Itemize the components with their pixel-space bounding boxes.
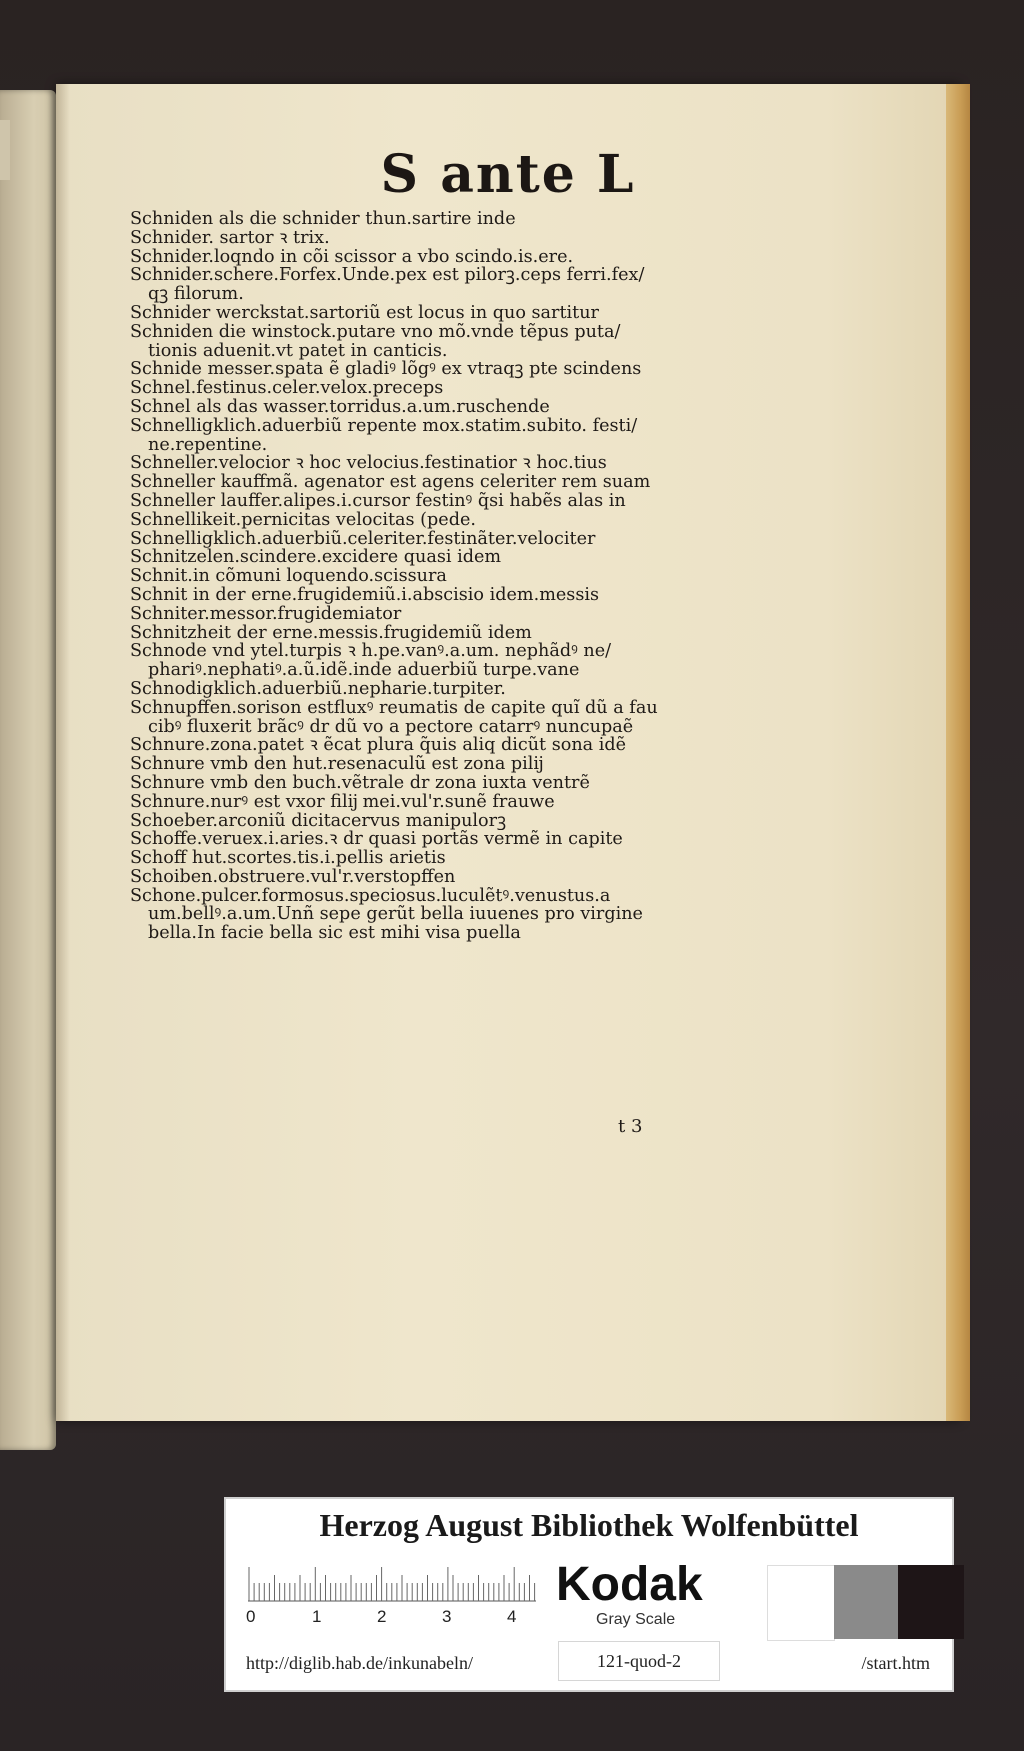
ruler-number: 2 [377, 1607, 387, 1626]
text-line: Schnupffen.sorison estfluxꝰ reumatis de capite quĩ dũ a fau [130, 698, 658, 718]
text-line: bella.In facie bella sic est mihi visa puella [148, 924, 521, 944]
text-line: Schnodigklich.aduerbiũ.nepharie.turpiter. [130, 679, 506, 699]
kodak-logo: Kodak [556, 1558, 703, 1611]
text-line: Schnider. sartor ꝛ trix. [130, 228, 330, 248]
text-line: Schnider werckstat.sartoriũ est locus in quo sartitur [130, 303, 599, 323]
text-line: Schnitzheit der erne.messis.frugidemiũ idem [130, 623, 532, 643]
text-line: Schnellikeit.pernicitas velocitas (pede. [130, 510, 476, 530]
text-line: phariꝰ.nephatiꝰ.a.ũ.idẽ.inde aduerbiũ turpe.vane [148, 661, 580, 680]
text-line: Schnider.schere.Forfex.Unde.pex est pilorꝫ.ceps ferri.fex/ [130, 266, 645, 286]
url-left: http://diglib.hab.de/inkunabeln/ [246, 1653, 473, 1673]
text-line: Schneller.velocior ꝛ hoc velocius.festinatior ꝛ hoc.tius [130, 454, 607, 474]
swatch-white [767, 1565, 835, 1641]
text-line: Schnure vmb den hut.resenaculũ est zona pilĳ [130, 755, 543, 774]
text-line: Schoffe.veruex.i.aries.ꝛ dr quasi portãs vermẽ in capite [130, 830, 623, 850]
ruler-number: 3 [442, 1607, 452, 1626]
previous-page-edge [0, 90, 56, 1450]
text-line: cibꝰ fluxerit brãcꝰ dr dũ vo a pectore catarrꝰ nuncupaẽ [148, 717, 634, 737]
text-line: Schnit.in cõmuni loquendo.scissura [130, 567, 447, 586]
text-line: Schnure.zona.patet ꝛ ẽcat plura q̃uis aliq dicũt sona idẽ [130, 736, 627, 756]
text-line: Schnitzelen.scindere.excidere quasi idem [130, 548, 502, 568]
text-line: Schone.pulcer.formosus.speciosus.luculẽtꝰ.venustus.a [130, 886, 611, 906]
text-line: Schniden als die schnider thun.sartire inde [130, 210, 516, 229]
shelfmark: 121-quod-2 [558, 1641, 720, 1681]
text-line: tionis aduenit.vt patet in canticis. [148, 341, 448, 361]
text-line: Schnure.nurꝰ est vxor filĳ mei.vul'r.sunẽ frauwe [130, 792, 555, 812]
running-head: S ante L [380, 144, 636, 205]
swatch-black [898, 1565, 964, 1639]
ruler-number: 4 [507, 1607, 517, 1626]
text-line: Schnide messer.spata ẽ gladiꝰ lõgꝰ ex vtraqꝫ pte scindens [130, 360, 642, 380]
ruler-number: 1 [312, 1607, 322, 1626]
ruler-number: 0 [246, 1607, 256, 1626]
color-target-card [224, 1497, 954, 1692]
text-line: Schniden die winstock.putare vno mõ.vnde tẽpus puta/ [130, 322, 621, 342]
ruler-ticks [246, 1561, 546, 1611]
text-line: Schnode vnd ytel.turpis ꝛ h̃.pe.vanꝰ.a.um. nephãdꝰ ne/ [130, 642, 612, 662]
text-line: Schnit in der erne.frugidemiũ.i.abscisio idem.messis [130, 585, 600, 605]
text-line: Schneller lauffer.alipes.i.cursor festinꝰ q̃si habẽs alas in [130, 491, 626, 511]
text-line: Schnelligklich.aduerbiũ repente mox.statim.subito. festi/ [130, 416, 638, 436]
text-line: Schnelligklich.aduerbiũ.celeriter.festinãter.velociter [130, 529, 596, 549]
swatch-gray [834, 1565, 898, 1639]
page-edge [946, 84, 970, 1421]
signature-mark: t 3 [618, 1116, 643, 1137]
text-line: Schoff hut.scortes.tis.i.pellis arietis [130, 849, 446, 868]
text-line: Schnider.loqndo in cõi scissor a vbo scindo.is.ere. [130, 247, 574, 267]
text-line: Schnure vmb den buch.vẽtrale dr zona iuxta ventrẽ [130, 773, 590, 793]
text-line: qꝫ filorum. [148, 285, 244, 304]
leaf-tab [0, 120, 10, 180]
text-line: Schneller kauffmã. agenator est agens celeriter rem suam [130, 473, 651, 492]
text-line: um.bellꝰ.a.um.Unñ sepe gerũt bella iuuenes pro virgine [148, 905, 643, 925]
library-title: Herzog August Bibliothek Wolfenbüttel [319, 1507, 859, 1543]
text-line: Schnel als das wasser.torridus.a.um.ruschende [130, 397, 550, 417]
ruler [246, 1561, 546, 1633]
book-page [56, 84, 960, 1421]
gray-scale-caption: Gray Scale [596, 1611, 676, 1628]
text-block [130, 210, 770, 943]
url-right: /start.htm [861, 1653, 930, 1673]
text-line: Schniter.messor.frugidemiator [130, 604, 402, 624]
page-gutter [56, 84, 70, 1421]
text-line: Schoeber.arconiũ dicitacervus manipulorꝫ [130, 811, 507, 831]
text-line: Schnel.festinus.celer.velox.preceps [130, 379, 444, 398]
text-line: Schoiben.obstruere.vul'r.verstopffen [130, 867, 456, 887]
text-line: ne.repentine. [148, 435, 268, 455]
